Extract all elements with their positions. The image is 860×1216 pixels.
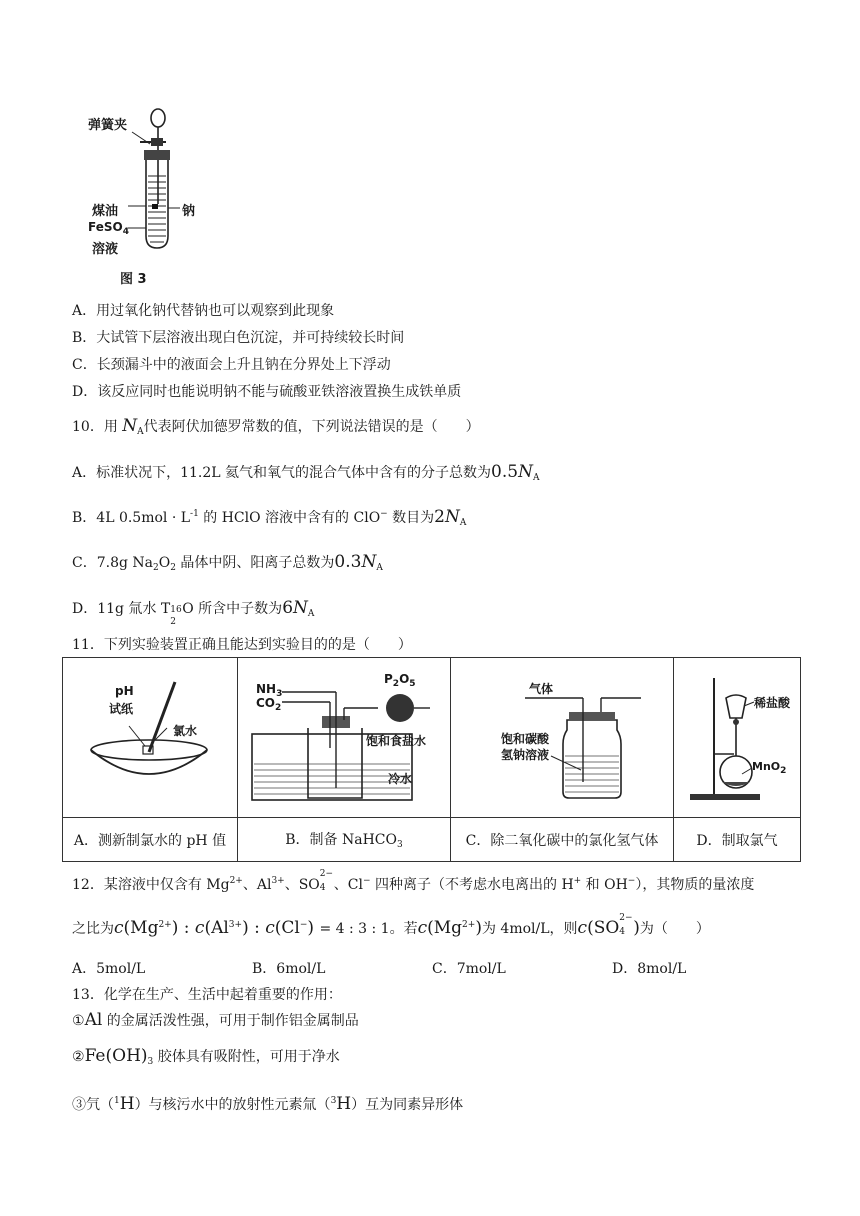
apparatus-a-cell (63, 658, 238, 818)
q9-option-b: B．大试管下层溶液出现白色沉淀，并可持续较长时间 (72, 330, 405, 346)
figure-caption: 图 3 (120, 272, 147, 287)
q9-option-d: D．该反应同时也能说明钠不能与硫酸亚铁溶液置换生成铁单质 (72, 384, 462, 400)
label-ph-paper: 试纸 (109, 702, 134, 716)
label-gas: 气体 (529, 682, 554, 696)
q13-item-2: $②Fe(OH)_3$ 胶体具有吸附性，可用于净水 (72, 1046, 340, 1067)
q11-apparatus-table (62, 657, 801, 862)
label-chlorine-water: 氯水 (173, 724, 198, 738)
q13-item-1: ①Al 的金属活泼性强，可用于制作铝金属制品 (72, 1010, 359, 1030)
q10-option-a: A．标准状况下，11.2L 氦气和氧气的混合气体中含有的分子总数为$0.5N_A$ (72, 462, 540, 483)
label-cold-water: 冷水 (388, 772, 413, 786)
label-ph: pH (115, 684, 134, 698)
q12-option-d: D．8mol/L (612, 961, 687, 977)
apparatus-c-cell (451, 658, 674, 818)
apparatus-d-cell (674, 658, 801, 818)
q12-option-c: C．7mol/L (432, 961, 506, 977)
q10-stem: 10．用 $N_A$代表阿伏加德罗常数的值，下列说法错误的是（ ） (72, 416, 480, 437)
q9-option-c: C．长颈漏斗中的液面会上升且钠在分界处上下浮动 (72, 357, 391, 373)
caption-b: B．制备 NaHCO$_3$ (238, 818, 451, 862)
q10-option-d: D．11g 氚水 T 16 2 O 所含中子数为$6N_A$ (72, 598, 315, 627)
caption-d: D．制取氯气 (674, 818, 801, 862)
q13-stem: 13．化学在生产、生活中起着重要的作用： (72, 987, 342, 1003)
label-p2o5: $P_2O_5$ (384, 672, 416, 689)
q10-option-c: C．7.8g $Na_2O_2$ 晶体中阴、阳离子总数为$0.3N_A$ (72, 552, 383, 573)
label-spring-clip: 弹簧夹 (88, 118, 128, 133)
apparatus-b-cell (238, 658, 451, 818)
label-mno2: MnO$_2$ (752, 760, 787, 776)
q13-item-3: ③氕（$^1$H）与核污水中的放射性元素氚（$^3$H）互为同素异形体 (72, 1094, 464, 1114)
label-sodium: 钠 (182, 204, 196, 219)
label-saturated-brine: 饱和食盐水 (366, 734, 427, 748)
label-saturated-bicarb-2: 氢钠溶液 (501, 748, 550, 762)
label-feso4: FeSO$_4$ (88, 220, 129, 237)
q12-line-1: 12．某溶液中仅含有 $Mg^{2+}$、$Al^{3+}$、SO 2− 4 、Cl− 四种离子（不考虑水电离出的 H+ 和 OH−），其物质的量浓度 (72, 869, 755, 893)
q10-option-b: B．4L $0.5mol \cdot L^{-1}$ 的 HClO 溶液中含有的 ClO− 数目为$2N_A$ (72, 507, 467, 528)
q12-option-a: A．5mol/L (72, 961, 146, 977)
caption-c: C．除二氧化碳中的氯化氢气体 (451, 818, 674, 862)
q9-option-a: A．用过氧化钠代替钠也可以观察到此现象 (72, 303, 335, 319)
label-dilute-hcl: 稀盐酸 (754, 696, 791, 710)
caption-a: A．测新制氯水的 pH 值 (63, 818, 238, 862)
q12-option-b: B．6mol/L (252, 961, 326, 977)
apparatus-d-diagram (674, 658, 800, 817)
label-kerosene: 煤油 (92, 204, 119, 219)
figure-3 (88, 96, 208, 292)
label-saturated-bicarb-1: 饱和碳酸 (501, 732, 550, 746)
label-co2: $CO_2$ (256, 696, 282, 713)
q12-line-2: 之比为$c(Mg^{2+})$ : $c(Al^{3+})$ : c(Cl−) = 4 : 3 : 1。若$c(Mg^{2+})$为 4mol/L，则c(SO 2− 4 )为（ ） (72, 913, 710, 938)
q11-stem: 11．下列实验装置正确且能达到实验目的的是（ ） (72, 637, 412, 653)
apparatus-a-diagram (63, 658, 237, 817)
apparatus-c-diagram (451, 658, 673, 817)
label-solution: 溶液 (92, 242, 119, 257)
label-nh3: $NH_3$ (256, 682, 283, 699)
